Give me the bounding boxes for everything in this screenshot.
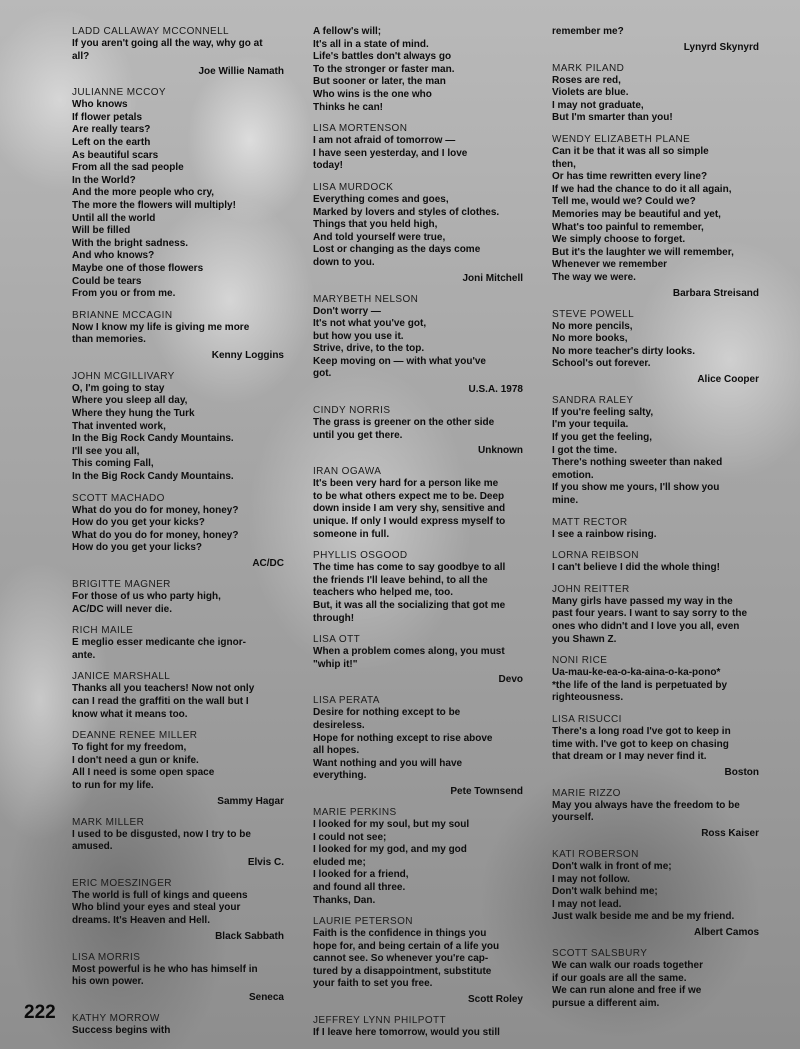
quote-line: As beautiful scars (72, 149, 159, 161)
quote-line: Lost or changing as the days come (313, 244, 481, 256)
quote-line: down to you. (313, 256, 375, 268)
quote-line: I see a rainbow rising. (552, 528, 657, 540)
quote-line: That invented work, (72, 420, 166, 432)
quote-line: In the Big Rock Candy Mountains. (72, 433, 234, 445)
quote-line: through! (313, 612, 355, 624)
column-right (552, 26, 759, 1019)
quote-line: The time has come to say goodbye to all (313, 562, 506, 574)
senior-entry (552, 655, 759, 705)
quote-line: How do you get your licks? (72, 542, 203, 554)
quote-line: can I read the graffiti on the wall but I (72, 695, 249, 707)
quote-line: Marked by lovers and styles of clothes. (313, 206, 500, 218)
senior-entry (552, 309, 759, 386)
quote-line: Now I know my life is giving me more (72, 321, 250, 333)
quote-credit: Devo (498, 674, 523, 686)
quote-line: In the World? (72, 174, 136, 186)
quote-line: All I need is some open space (72, 767, 215, 779)
quote-line: No more pencils, (552, 320, 633, 332)
student-name: MARIE RIZZO (552, 787, 621, 799)
quote-line: eluded me; (313, 856, 366, 868)
student-name: LISA MURDOCK (313, 181, 394, 193)
quote-line: It's not what you've got, (313, 318, 427, 330)
quote-line: If you get the feeling, (552, 432, 653, 444)
quote-line: I may not follow. (552, 873, 630, 885)
quote-line: but how you use it. (313, 330, 404, 342)
senior-entry (313, 916, 523, 1006)
student-name: LORNA REIBSON (552, 550, 639, 562)
quote-line: Who knows (72, 99, 128, 111)
quote-credit: Joe Willie Namath (198, 66, 284, 78)
quote-line: I looked for a friend, (313, 869, 409, 881)
quote-line: Where they hung the Turk (72, 408, 195, 420)
quote-credit: Scott Roley (467, 994, 523, 1006)
quote-line: Don't walk behind me; (552, 886, 658, 898)
quote-line: cannot see. So whenever you're cap- (313, 953, 489, 965)
quote-line: Keep moving on — with what you've (313, 355, 486, 367)
senior-entry (72, 493, 284, 570)
senior-entry (552, 517, 759, 542)
quote-credit: Albert Camos (693, 926, 759, 938)
quote-line: We can run alone and free if we (552, 985, 702, 997)
quote-line: know what it means too. (72, 708, 188, 720)
quote-line: For those of us who party high, (72, 591, 221, 602)
quote-line: then, (552, 158, 576, 170)
quote-line: Can it be that it was all so simple (552, 145, 709, 157)
quote-line: and found all three. (313, 881, 406, 893)
quote-line: Violets are blue. (552, 87, 629, 99)
senior-entry (313, 26, 523, 114)
student-name: RICH MAILE (72, 625, 134, 637)
quote-line: If I leave here tomorrow, would you still (313, 1027, 500, 1039)
quote-line: I got the time. (552, 444, 617, 456)
senior-entry (313, 294, 523, 397)
senior-entry (72, 371, 284, 484)
quote-line: There's a long road I've got to keep in (552, 725, 731, 737)
student-name: LISA MORRIS (72, 951, 141, 963)
quote-line: pursue a different aim. (552, 997, 660, 1009)
quote-line: Who wins is the one who (313, 88, 432, 100)
quote-line: To fight for my freedom, (72, 742, 187, 754)
student-name: LISA PERATA (313, 695, 380, 707)
quote-line: But, it was all the socializing that got me (313, 600, 506, 611)
quote-line: The grass is greener on the other side (313, 417, 495, 429)
quote-line: Where you sleep all day, (72, 395, 188, 407)
quote-line: desireless. (313, 719, 365, 731)
quote-line: May you always have the freedom to be (552, 799, 740, 811)
quote-line: yourself. (552, 812, 594, 824)
quote-line: But it's the laughter we will remember, (552, 246, 734, 258)
quote-line: And told yourself were true, (313, 231, 446, 243)
senior-entry (313, 123, 523, 173)
student-name: LADD CALLAWAY MCCONNELL (72, 26, 230, 37)
quote-line: To the stronger or faster man. (313, 63, 455, 75)
quote-line: AC/DC will never die. (72, 603, 173, 615)
quote-line: to be what others expect me to be. Deep (313, 490, 505, 502)
quote-line: Ua-mau-ke-ea-o-ka-aina-o-ka-pono* (552, 667, 721, 679)
quote-line: Thanks all you teachers! Now not only (72, 683, 255, 695)
quote-line: Want nothing and you will have (313, 757, 463, 769)
quote-credit: Pete Townsend (450, 785, 523, 797)
quote-credit: Black Sabbath (215, 930, 284, 942)
student-name: PHYLLIS OSGOOD (313, 550, 408, 562)
column-left (72, 26, 284, 1046)
quote-line: I may not graduate, (552, 99, 644, 111)
senior-entry (313, 550, 523, 625)
quote-line: that dream or I may never find it. (552, 751, 707, 763)
senior-entry (72, 579, 284, 616)
quote-line: What do you do for money, honey? (72, 504, 239, 516)
quote-line: all hopes. (313, 745, 360, 757)
quote-line: tured by a disappointment, substitute (313, 965, 492, 977)
quote-line: mine. (552, 495, 579, 507)
student-name: MARIE PERKINS (313, 806, 397, 818)
student-name: LAURIE PETERSON (313, 916, 413, 928)
senior-entry (313, 807, 523, 907)
student-name: ERIC MOESZINGER (72, 877, 172, 889)
quote-line: We can walk our roads together (552, 959, 703, 971)
quote-line: Thinks he can! (313, 101, 384, 113)
quote-line: E meglio esser medicante che ignor- (72, 637, 246, 649)
quote-line: And who knows? (72, 250, 155, 262)
quote-line: I used to be disgusted, now I try to be (72, 828, 251, 840)
quote-line: If you're feeling salty, (552, 406, 654, 418)
quote-line: If flower petals (72, 111, 143, 123)
quote-line: Are really tears? (72, 124, 151, 136)
senior-entry (72, 26, 284, 78)
quote-line: Until all the world (72, 212, 156, 224)
student-name: NONI RICE (552, 655, 608, 667)
senior-entry (313, 1015, 523, 1040)
student-name: LISA OTT (313, 634, 361, 646)
student-name: KATI ROBERSON (552, 848, 639, 860)
student-name: DEANNE RENEE MILLER (72, 730, 198, 742)
quote-credit: Elvis C. (247, 856, 284, 868)
quote-line: remember me? (552, 26, 624, 37)
quote-line: Maybe one of those flowers (72, 262, 204, 274)
student-name: JOHN REITTER (552, 583, 630, 595)
quote-line: teachers who helped me, too. (313, 587, 454, 599)
senior-entry (72, 817, 284, 869)
senior-entry (552, 550, 759, 575)
quote-line: Success begins with (72, 1024, 171, 1036)
quote-line: How do you get your kicks? (72, 517, 205, 529)
quote-line: ante. (72, 649, 96, 661)
senior-entry (72, 625, 284, 662)
quote-line: If you show me yours, I'll show you (552, 482, 720, 494)
quote-line: everything. (313, 770, 367, 782)
quote-line: than memories. (72, 334, 146, 346)
quote-line: Desire for nothing except to be (313, 707, 461, 719)
quote-line: No more teacher's dirty looks. (552, 345, 695, 357)
quote-line: all? (72, 50, 90, 62)
quote-line: Don't walk in front of me; (552, 860, 672, 872)
quote-line: It's all in a state of mind. (313, 38, 429, 50)
senior-entry (552, 584, 759, 646)
quote-line: time with. I've got to keep on chasing (552, 738, 729, 750)
senior-entry (552, 26, 759, 54)
quote-line: It's been very hard for a person like me (313, 478, 499, 490)
quote-line: From you or from me. (72, 288, 176, 300)
student-name: MARK PILAND (552, 62, 625, 74)
quote-credit: Boston (724, 766, 759, 778)
senior-entry (552, 849, 759, 939)
senior-entry (552, 714, 759, 779)
quote-line: dreams. It's Heaven and Hell. (72, 914, 210, 926)
student-name: JANICE MARSHALL (72, 671, 171, 683)
student-name: JOHN MCGILLIVARY (72, 370, 175, 382)
student-name: SANDRA RALEY (552, 394, 634, 406)
quote-credit: Seneca (248, 991, 284, 1003)
quote-line: Strive, drive, to the top. (313, 343, 425, 355)
senior-entry (313, 405, 523, 457)
senior-entry (72, 952, 284, 1004)
quote-line: I'm your tequila. (552, 419, 629, 431)
senior-entry (72, 87, 284, 301)
quote-line: The more the flowers will multiply! (72, 199, 236, 211)
quote-line: I looked for my soul, but my soul (313, 818, 470, 830)
quote-line: From all the sad people (72, 162, 184, 174)
senior-entry (313, 466, 523, 541)
quote-line: I can't believe I did the whole thing! (552, 562, 720, 574)
quote-line: your faith to set you free. (313, 978, 433, 990)
student-name: MARYBETH NELSON (313, 293, 419, 305)
student-name: BRIANNE MCCAGIN (72, 309, 173, 321)
quote-credit: Barbara Streisand (672, 287, 759, 299)
student-name: BRIGITTE MAGNER (72, 579, 171, 590)
quote-line: If we had the chance to do it all again, (552, 183, 732, 195)
column-middle (313, 26, 523, 1049)
quote-line: I don't need a gun or knife. (72, 754, 199, 766)
quote-line: Roses are red, (552, 74, 621, 86)
quote-line: There's nothing sweeter than naked (552, 457, 723, 469)
quote-line: We simply choose to forget. (552, 234, 686, 246)
quote-line: When a problem comes along, you must (313, 646, 505, 658)
quote-line: With the bright sadness. (72, 237, 189, 249)
senior-entry (72, 1013, 284, 1038)
quote-line: hope for, and being certain of a life you (313, 940, 500, 952)
quote-line: ones who didn't and I love you all, even (552, 621, 740, 632)
quote-line: This coming Fall, (72, 458, 154, 470)
quote-line: Or has time rewritten every line? (552, 171, 708, 183)
quote-credit: Sammy Hagar (217, 795, 284, 807)
senior-entry (552, 395, 759, 508)
quote-line: But I'm smarter than you! (552, 112, 673, 124)
quote-line: No more books, (552, 333, 628, 345)
quote-line: I'll see you all, (72, 445, 140, 457)
quote-line: I may not lead. (552, 898, 622, 910)
quote-line: the friends I'll leave behind, to all the (313, 574, 488, 586)
quote-line: A fellow's will; (313, 26, 382, 37)
quote-line: amused. (72, 841, 113, 853)
senior-entry (313, 634, 523, 686)
quote-line: his own power. (72, 976, 144, 988)
quote-line: unique. If only I would express myself to (313, 516, 506, 528)
quote-line: Will be filled (72, 225, 131, 237)
quote-line: The world is full of kings and queens (72, 889, 248, 901)
quote-credit: Lynyrd Skynyrd (683, 41, 759, 53)
quote-line: "whip it!" (313, 658, 358, 670)
quote-line: to run for my life. (72, 779, 154, 791)
quote-credit: Alice Cooper (697, 373, 759, 385)
student-name: JULIANNE MCCOY (72, 87, 166, 99)
quote-line: emotion. (552, 469, 594, 481)
quote-line: Whenever we remember (552, 259, 668, 271)
student-name: SCOTT MACHADO (72, 492, 165, 504)
quote-line: I am not afraid of tomorrow — (313, 135, 456, 147)
quote-credit: Kenny Loggins (211, 349, 284, 361)
student-name: STEVE POWELL (552, 308, 635, 320)
quote-line: today! (313, 160, 343, 172)
quote-line: Memories may be beautiful and yet, (552, 208, 721, 220)
senior-entry (552, 134, 759, 300)
quote-credit: Unknown (478, 445, 523, 457)
student-name: MATT RECTOR (552, 516, 628, 528)
senior-entry (72, 878, 284, 943)
quote-line: Left on the earth (72, 136, 151, 148)
quote-line: someone in full. (313, 528, 390, 540)
quote-line: *the life of the land is perpetuated by (552, 679, 728, 691)
quote-line: you Shawn Z. (552, 633, 617, 645)
quote-credit: Ross Kaiser (701, 827, 759, 839)
student-name: CINDY NORRIS (313, 405, 391, 417)
student-name: MARK MILLER (72, 816, 145, 828)
quote-line: Who blind your eyes and steal your (72, 902, 241, 914)
senior-entry (72, 671, 284, 721)
student-name: SCOTT SALSBURY (552, 947, 648, 959)
quote-line: righteousness. (552, 692, 624, 704)
quote-line: Things that you held high, (313, 219, 438, 231)
senior-entry (72, 310, 284, 362)
student-name: IRAN OGAWA (313, 466, 382, 478)
quote-line: What's too painful to remember, (552, 221, 704, 233)
quote-line: Faith is the confidence in things you (313, 928, 487, 940)
page-number: 222 (24, 1002, 56, 1023)
quote-line: Life's battles don't always go (313, 51, 452, 63)
senior-entry (313, 182, 523, 285)
quote-line: In the Big Rock Candy Mountains. (72, 471, 234, 483)
quote-line: past four years. I want to say sorry to the (552, 608, 748, 620)
quote-line: And the more people who cry, (72, 187, 215, 199)
quote-line: But sooner or later, the man (313, 76, 446, 88)
quote-line: if our goals are all the same. (552, 972, 687, 984)
senior-entry (313, 695, 523, 798)
senior-entry (552, 63, 759, 125)
quote-credit: AC/DC (252, 558, 284, 569)
student-name: JEFFREY LYNN PHILPOTT (313, 1015, 447, 1027)
senior-entry (72, 730, 284, 807)
quote-line: Many girls have passed my way in the (552, 595, 733, 607)
quote-line: until you get there. (313, 429, 403, 441)
quote-line: School's out forever. (552, 358, 651, 370)
quote-line: Everything comes and goes, (313, 193, 449, 205)
quote-line: Just walk beside me and be my friend. (552, 911, 735, 923)
quote-line: Most powerful is he who has himself in (72, 963, 258, 975)
quote-line: got. (313, 368, 332, 380)
quote-line: The way we were. (552, 271, 636, 283)
quote-line: If you aren't going all the way, why go at (72, 38, 263, 49)
quote-line: Tell me, would we? Could we? (552, 196, 696, 208)
quote-line: Could be tears (72, 275, 142, 287)
quote-line: Thanks, Dan. (313, 894, 376, 906)
senior-entry (552, 948, 759, 1010)
quote-line: down inside I am very shy, sensitive and (313, 503, 506, 515)
student-name: LISA MORTENSON (313, 123, 408, 135)
quote-credit: Joni Mitchell (462, 272, 523, 284)
senior-entry (552, 788, 759, 840)
quote-line: What do you do for money, honey? (72, 529, 239, 541)
quote-line: I looked for my god, and my god (313, 844, 467, 856)
quote-line: I have seen yesterday, and I love (313, 147, 468, 159)
quote-credit: U.S.A. 1978 (468, 384, 523, 396)
student-name: LISA RISUCCI (552, 713, 622, 725)
quote-line: Don't worry — (313, 305, 381, 317)
quote-line: I could not see; (313, 831, 387, 843)
student-name: WENDY ELIZABETH PLANE (552, 133, 691, 145)
student-name: KATHY MORROW (72, 1012, 160, 1024)
quote-line: Hope for nothing except to rise above (313, 732, 493, 744)
quote-line: O, I'm going to stay (72, 382, 165, 394)
